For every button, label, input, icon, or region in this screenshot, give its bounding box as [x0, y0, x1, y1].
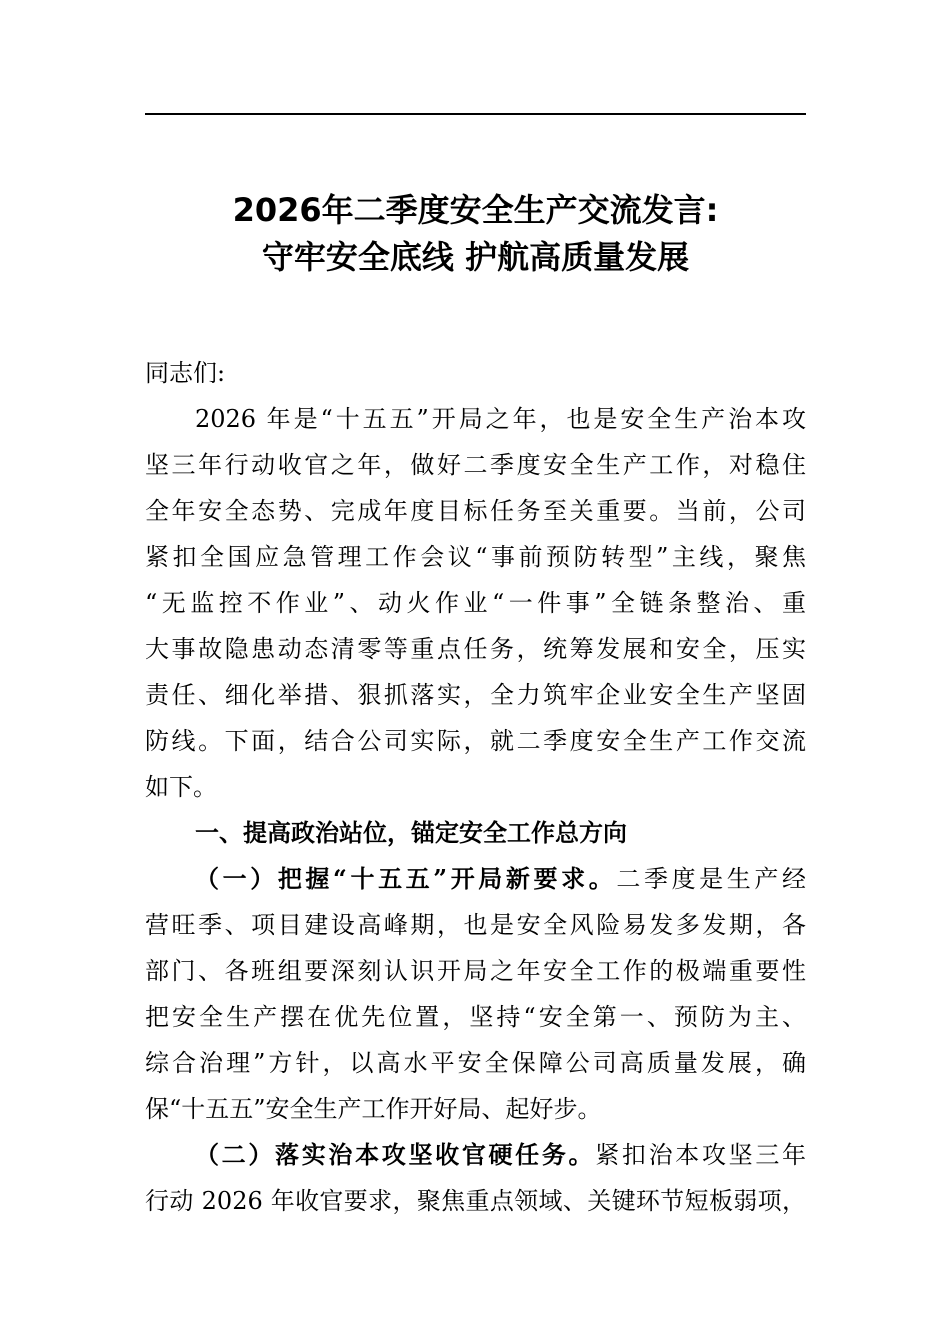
document-body	[145, 350, 806, 1224]
sub1-line: 部门、各班组要深刻认识开局之年安全工作的极端重要性	[145, 957, 806, 985]
salutation: 同志们:	[145, 359, 226, 387]
sub2-line: 行动 2026 年收官要求，聚焦重点领域、关键环节短板弱项，	[145, 1187, 806, 1215]
sub1-line: 把安全生产摆在优先位置，坚持“安全第一、预防为主、	[145, 1003, 806, 1031]
sub2-first-text: 紧扣治本攻坚三年	[595, 1141, 806, 1169]
paragraph1-line: 紧扣全国应急管理工作会议“事前预防转型”主线，聚焦	[145, 543, 806, 571]
sub1-first-line	[145, 856, 806, 902]
sub1-line: 保“十五五”安全生产工作开好局、起好步。	[145, 1095, 602, 1123]
paragraph1-line: 全年安全态势、完成年度目标任务至关重要。当前，公司	[145, 497, 806, 525]
document-title-line1: 2026年二季度安全生产交流发言:	[232, 191, 719, 229]
paragraph1-line: 防线。下面，结合公司实际，就二季度安全生产工作交流	[145, 727, 806, 755]
document-title-line2: 守牢安全底线 护航高质量发展	[261, 238, 690, 276]
header-rule	[145, 113, 806, 115]
paragraph1-line: “无监控不作业”、动火作业“一件事”全链条整治、重	[145, 589, 806, 617]
sub1-line: 营旺季、项目建设高峰期，也是安全风险易发多发期，各	[145, 911, 806, 939]
paragraph1-line: 责任、细化举措、狠抓落实，全力筑牢企业安全生产坚固	[145, 681, 806, 709]
sub1-first-text: 二季度是生产经	[616, 865, 806, 893]
sub2-first-line	[145, 1132, 806, 1178]
paragraph1-line: 大事故隐患动态清零等重点任务，统筹发展和安全，压实	[145, 635, 806, 663]
paragraph1-line: 如下。	[145, 773, 217, 801]
sub1-line: 综合治理”方针，以高水平安全保障公司高质量发展，确	[145, 1049, 806, 1077]
sub2-lead: （二）落实治本攻坚收官硬任务。	[195, 1140, 596, 1169]
section1-heading: 一、提高政治站位，锚定安全工作总方向	[195, 819, 627, 847]
sub1-lead: （一）把握“十五五”开局新要求。	[195, 864, 617, 893]
paragraph1-line: 坚三年行动收官之年，做好二季度安全生产工作，对稳住	[145, 451, 806, 479]
paragraph1-line: 2026 年是“十五五”开局之年，也是安全生产治本攻	[195, 405, 806, 433]
